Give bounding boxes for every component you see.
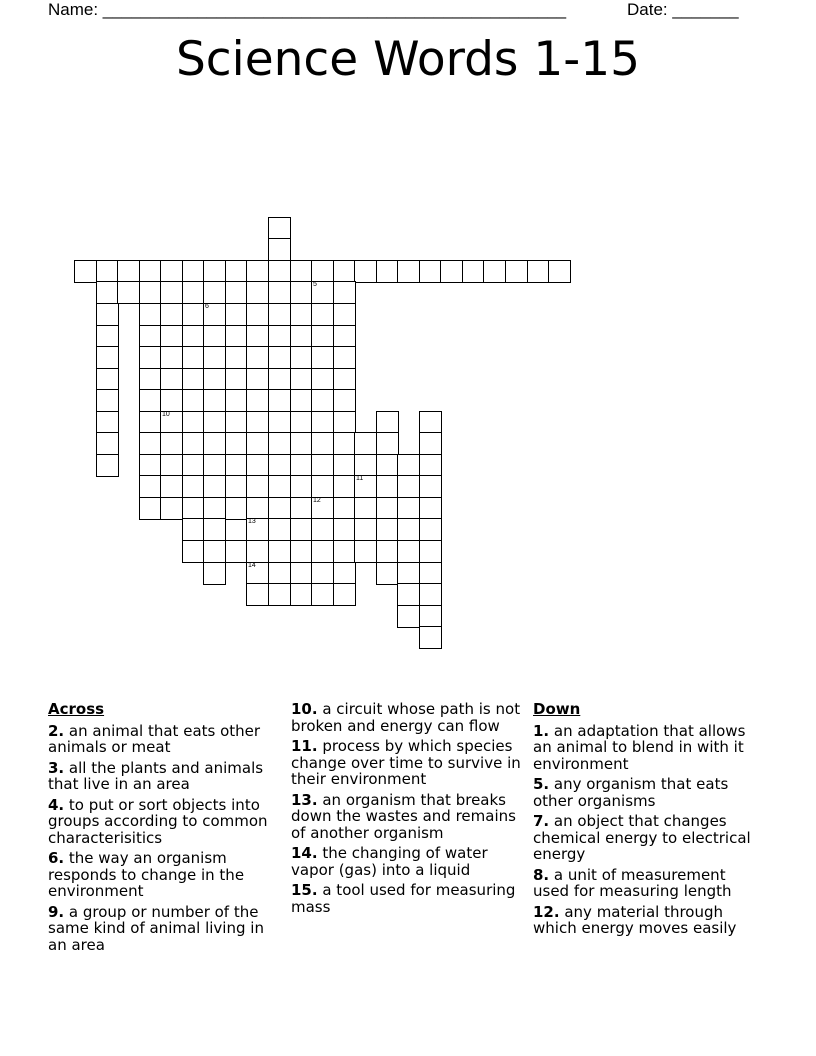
- crossword-cell[interactable]: [397, 475, 420, 498]
- crossword-cell[interactable]: [333, 325, 356, 348]
- crossword-cell[interactable]: [203, 540, 226, 563]
- clue-number: 14.: [291, 844, 318, 862]
- crossword-cell[interactable]: [354, 432, 377, 455]
- crossword-cell[interactable]: [419, 497, 442, 520]
- crossword-cell[interactable]: [182, 346, 205, 369]
- crossword-cell[interactable]: [268, 368, 291, 391]
- crossword-cell[interactable]: [397, 562, 420, 585]
- clue-across-6: [48, 850, 286, 900]
- crossword-cell[interactable]: [225, 475, 248, 498]
- crossword-cell[interactable]: [419, 454, 442, 477]
- crossword-cell[interactable]: [290, 583, 313, 606]
- crossword-cell[interactable]: [225, 260, 248, 283]
- crossword-cell[interactable]: [290, 432, 313, 455]
- crossword-cell[interactable]: [354, 497, 377, 520]
- crossword-cell[interactable]: [440, 260, 463, 283]
- crossword-cell[interactable]: [505, 260, 528, 283]
- crossword-cell[interactable]: [182, 411, 205, 434]
- clue-text: an adaptation that allows an animal to blend in with it environment: [533, 721, 746, 773]
- crossword-cell[interactable]: [268, 454, 291, 477]
- cell-number: 14: [248, 562, 256, 569]
- clue-number: 5.: [533, 775, 550, 793]
- crossword-cell[interactable]: [225, 281, 248, 304]
- crossword-cell[interactable]: [376, 260, 399, 283]
- crossword-cell[interactable]: [376, 497, 399, 520]
- crossword-cell[interactable]: [225, 303, 248, 326]
- crossword-cell[interactable]: [96, 368, 119, 391]
- cell-number: 6: [205, 303, 209, 310]
- crossword-cell[interactable]: [203, 346, 226, 369]
- crossword-cell[interactable]: [246, 454, 269, 477]
- crossword-cell[interactable]: [419, 562, 442, 585]
- cell-number: 12: [313, 497, 321, 504]
- crossword-cell[interactable]: [203, 389, 226, 412]
- clue-across-10: [291, 701, 526, 734]
- crossword-cell[interactable]: [225, 346, 248, 369]
- clue-text: all the plants and animals that live in an area: [48, 758, 264, 793]
- crossword-cell[interactable]: [139, 497, 162, 520]
- crossword-cell[interactable]: [182, 389, 205, 412]
- clue-text: any organism that eats other organisms: [533, 775, 729, 810]
- crossword-cell[interactable]: [376, 454, 399, 477]
- crossword-cell[interactable]: [96, 303, 119, 326]
- clue-text: an animal that eats other animals or meat: [48, 721, 261, 756]
- crossword-cell[interactable]: [225, 454, 248, 477]
- crossword-cell[interactable]: [74, 260, 97, 283]
- clue-down-7: [533, 813, 765, 863]
- crossword-cell[interactable]: [311, 303, 334, 326]
- crossword-cell[interactable]: [182, 303, 205, 326]
- clue-down-1: [533, 723, 765, 773]
- crossword-cell[interactable]: [160, 325, 183, 348]
- crossword-cell[interactable]: [311, 583, 334, 606]
- crossword-cell[interactable]: [333, 411, 356, 434]
- crossword-cell[interactable]: [225, 432, 248, 455]
- crossword-cell[interactable]: [333, 346, 356, 369]
- crossword-cell[interactable]: [333, 562, 356, 585]
- crossword-cell[interactable]: [268, 303, 291, 326]
- clue-text: process by which species change over time to survive in their environment: [291, 737, 521, 788]
- clue-down-5: [533, 776, 765, 809]
- across-clues-column: [48, 701, 286, 957]
- clue-down-8: [533, 867, 765, 900]
- crossword-cell[interactable]: [290, 281, 313, 304]
- crossword-cell[interactable]: [376, 432, 399, 455]
- crossword-cell[interactable]: [203, 260, 226, 283]
- crossword-cell[interactable]: [397, 518, 420, 541]
- crossword-cell[interactable]: [268, 540, 291, 563]
- crossword-cell[interactable]: [139, 432, 162, 455]
- clue-number: 4.: [48, 795, 65, 814]
- crossword-cell[interactable]: [160, 432, 183, 455]
- crossword-cell[interactable]: [160, 303, 183, 326]
- crossword-cell[interactable]: [160, 454, 183, 477]
- crossword-cell[interactable]: [311, 540, 334, 563]
- crossword-cell[interactable]: [333, 303, 356, 326]
- crossword-cell[interactable]: [311, 368, 334, 391]
- crossword-cell[interactable]: [376, 518, 399, 541]
- crossword-cell[interactable]: [333, 475, 356, 498]
- crossword-cell[interactable]: [311, 411, 334, 434]
- crossword-cell[interactable]: [419, 260, 442, 283]
- crossword-cell[interactable]: [397, 583, 420, 606]
- crossword-cell[interactable]: [160, 389, 183, 412]
- crossword-cell[interactable]: [160, 475, 183, 498]
- crossword-cell[interactable]: [268, 325, 291, 348]
- clue-number: 8.: [533, 865, 550, 884]
- clue-number: 13.: [291, 790, 318, 809]
- crossword-cell[interactable]: [203, 475, 226, 498]
- date-field-label[interactable]: Date: _______: [627, 0, 739, 19]
- crossword-cell[interactable]: [182, 368, 205, 391]
- crossword-cell[interactable]: [527, 260, 550, 283]
- crossword-cell[interactable]: [419, 583, 442, 606]
- crossword-cell[interactable]: [483, 260, 506, 283]
- crossword-cell[interactable]: [290, 303, 313, 326]
- clue-number: 11.: [291, 737, 318, 755]
- crossword-cell[interactable]: [160, 281, 183, 304]
- crossword-cell[interactable]: [333, 281, 356, 304]
- crossword-cell[interactable]: [268, 432, 291, 455]
- clue-across-14: [291, 845, 526, 878]
- crossword-cell[interactable]: [376, 475, 399, 498]
- crossword-cell[interactable]: [182, 454, 205, 477]
- crossword-cell[interactable]: [160, 368, 183, 391]
- crossword-cell[interactable]: [290, 540, 313, 563]
- clue-text: the changing of water vapor (gas) into a liquid: [291, 844, 488, 879]
- crossword-cell[interactable]: [290, 325, 313, 348]
- crossword-cell[interactable]: [160, 346, 183, 369]
- clue-across-4: [48, 797, 286, 847]
- page-title: Science Words 1-15: [175, 32, 641, 87]
- clue-text: an organism that breaks down the wastes and remains of another organism: [291, 790, 516, 842]
- crossword-cell[interactable]: [160, 497, 183, 520]
- crossword-cell[interactable]: [397, 260, 420, 283]
- crossword-cell[interactable]: [290, 389, 313, 412]
- crossword-cell[interactable]: [182, 540, 205, 563]
- clue-text: a unit of measurement used for measuring length: [533, 865, 732, 900]
- clue-number: 2.: [48, 721, 65, 740]
- crossword-cell[interactable]: [354, 260, 377, 283]
- crossword-cell[interactable]: [203, 368, 226, 391]
- crossword-cell[interactable]: [203, 303, 226, 326]
- crossword-cell[interactable]: [182, 475, 205, 498]
- crossword-cell[interactable]: [246, 411, 269, 434]
- clue-number: 10.: [291, 700, 318, 718]
- clue-across-3: [48, 760, 286, 793]
- crossword-cell[interactable]: [268, 518, 291, 541]
- crossword-cell[interactable]: [397, 540, 420, 563]
- crossword-cell[interactable]: [268, 346, 291, 369]
- crossword-cell[interactable]: [203, 518, 226, 541]
- clue-number: 7.: [533, 812, 550, 830]
- crossword-cell[interactable]: [268, 238, 291, 261]
- crossword-cell[interactable]: [203, 497, 226, 520]
- crossword-cell[interactable]: [333, 389, 356, 412]
- crossword-cell[interactable]: [182, 260, 205, 283]
- crossword-cell[interactable]: [354, 475, 377, 498]
- crossword-cell[interactable]: [333, 583, 356, 606]
- crossword-cell[interactable]: [96, 346, 119, 369]
- crossword-cell[interactable]: [117, 260, 140, 283]
- clue-text: the way an organism responds to change in the environment: [48, 849, 245, 900]
- crossword-cell[interactable]: [311, 562, 334, 585]
- crossword-cell[interactable]: [246, 260, 269, 283]
- crossword-cell[interactable]: [311, 389, 334, 412]
- crossword-cell[interactable]: [139, 454, 162, 477]
- crossword-cell[interactable]: [96, 281, 119, 304]
- crossword-cell[interactable]: [246, 389, 269, 412]
- crossword-cell[interactable]: [290, 518, 313, 541]
- crossword-cell[interactable]: [419, 411, 442, 434]
- crossword-cell[interactable]: [139, 368, 162, 391]
- crossword-cell[interactable]: [139, 411, 162, 434]
- crossword-cell[interactable]: [290, 411, 313, 434]
- clue-across-13: [291, 792, 526, 842]
- crossword-cell[interactable]: [246, 368, 269, 391]
- down-heading: Down: [533, 700, 581, 718]
- crossword-cell[interactable]: [290, 497, 313, 520]
- crossword-cell[interactable]: [354, 518, 377, 541]
- crossword-cell[interactable]: [333, 454, 356, 477]
- crossword-cell[interactable]: [246, 583, 269, 606]
- crossword-cell[interactable]: [96, 432, 119, 455]
- across-clues-continued-column: [291, 701, 526, 919]
- crossword-cell[interactable]: [139, 303, 162, 326]
- crossword-cell[interactable]: [397, 454, 420, 477]
- cell-number: 11: [356, 475, 364, 482]
- crossword-cell[interactable]: [246, 497, 269, 520]
- crossword-cell[interactable]: [268, 497, 291, 520]
- crossword-cell[interactable]: [268, 562, 291, 585]
- crossword-cell[interactable]: [203, 562, 226, 585]
- crossword-cell[interactable]: [268, 217, 291, 240]
- clue-text: an object that changes chemical energy to electrical energy: [533, 812, 751, 863]
- crossword-cell[interactable]: [225, 411, 248, 434]
- crossword-cell[interactable]: [96, 454, 119, 477]
- crossword-cell[interactable]: [333, 260, 356, 283]
- crossword-cell[interactable]: [246, 281, 269, 304]
- clue-across-2: [48, 723, 286, 756]
- crossword-cell[interactable]: [376, 411, 399, 434]
- crossword-cell[interactable]: [225, 325, 248, 348]
- crossword-cell[interactable]: [268, 411, 291, 434]
- crossword-cell[interactable]: [462, 260, 485, 283]
- crossword-cell[interactable]: [182, 497, 205, 520]
- crossword-cell[interactable]: [96, 411, 119, 434]
- crossword-cell[interactable]: [333, 497, 356, 520]
- crossword-cell[interactable]: [225, 368, 248, 391]
- clue-number: 9.: [48, 902, 65, 921]
- clue-number: 1.: [533, 721, 550, 740]
- crossword-cell[interactable]: [246, 540, 269, 563]
- crossword-cell[interactable]: [139, 325, 162, 348]
- crossword-cell[interactable]: [96, 260, 119, 283]
- crossword-cell[interactable]: [268, 475, 291, 498]
- crossword-cell[interactable]: [419, 626, 442, 649]
- crossword-cell[interactable]: [268, 260, 291, 283]
- clue-number: 3.: [48, 758, 65, 777]
- crossword-cell[interactable]: [182, 281, 205, 304]
- crossword-cell[interactable]: [311, 497, 334, 520]
- crossword-cell[interactable]: [311, 325, 334, 348]
- crossword-cell[interactable]: [182, 518, 205, 541]
- crossword-cell[interactable]: [246, 325, 269, 348]
- crossword-cell[interactable]: [139, 260, 162, 283]
- clue-across-11: [291, 738, 526, 788]
- crossword-cell[interactable]: [397, 497, 420, 520]
- clue-text: any material through which energy moves easily: [533, 902, 737, 937]
- crossword-cell[interactable]: [139, 346, 162, 369]
- crossword-cell[interactable]: [203, 281, 226, 304]
- crossword-cell[interactable]: [290, 475, 313, 498]
- crossword-cell[interactable]: [225, 540, 248, 563]
- crossword-cell[interactable]: [203, 411, 226, 434]
- crossword-cell[interactable]: [311, 475, 334, 498]
- clue-number: 12.: [533, 902, 560, 921]
- crossword-cell[interactable]: [548, 260, 571, 283]
- clue-across-15: [291, 882, 526, 915]
- across-heading: Across: [48, 700, 105, 718]
- crossword-cell[interactable]: [311, 346, 334, 369]
- crossword-cell[interactable]: [311, 281, 334, 304]
- name-field-label[interactable]: Name: _________________________________________________: [48, 0, 567, 19]
- crossword-cell[interactable]: [290, 454, 313, 477]
- cell-number: 10: [162, 411, 170, 418]
- clue-across-9: [48, 904, 286, 954]
- crossword-cell[interactable]: [290, 562, 313, 585]
- clue-text: a tool used for measuring mass: [291, 881, 516, 916]
- crossword-cell[interactable]: [311, 432, 334, 455]
- crossword-cell[interactable]: [333, 432, 356, 455]
- crossword-cell[interactable]: [354, 454, 377, 477]
- clue-number: 6.: [48, 849, 65, 867]
- crossword-cell[interactable]: [246, 303, 269, 326]
- crossword-cell[interactable]: [376, 540, 399, 563]
- cell-number: 5: [313, 281, 317, 288]
- crossword-cell[interactable]: [139, 281, 162, 304]
- crossword-cell[interactable]: [139, 389, 162, 412]
- clue-text: to put or sort objects into groups according to common characterisitics: [48, 795, 268, 847]
- crossword-cell[interactable]: [419, 518, 442, 541]
- crossword-cell[interactable]: [354, 540, 377, 563]
- crossword-cell[interactable]: [311, 518, 334, 541]
- crossword-cell[interactable]: [290, 368, 313, 391]
- crossword-cell[interactable]: [376, 562, 399, 585]
- crossword-cell[interactable]: [117, 281, 140, 304]
- crossword-cell[interactable]: [96, 389, 119, 412]
- crossword-cell[interactable]: [182, 325, 205, 348]
- crossword-cell[interactable]: [333, 518, 356, 541]
- crossword-cell[interactable]: [311, 454, 334, 477]
- down-clues-column: [533, 701, 765, 941]
- crossword-cell[interactable]: [225, 389, 248, 412]
- crossword-cell[interactable]: [290, 346, 313, 369]
- clue-down-12: [533, 904, 765, 937]
- crossword-cell[interactable]: [246, 562, 269, 585]
- crossword-cell[interactable]: [268, 583, 291, 606]
- crossword-cell[interactable]: [268, 281, 291, 304]
- crossword-cell[interactable]: [268, 389, 291, 412]
- clue-text: a circuit whose path is not broken and energy can flow: [291, 700, 521, 735]
- crossword-cell[interactable]: [397, 605, 420, 628]
- crossword-cell[interactable]: [419, 432, 442, 455]
- crossword-cell[interactable]: [246, 475, 269, 498]
- crossword-cell[interactable]: [246, 346, 269, 369]
- crossword-cell[interactable]: [160, 260, 183, 283]
- crossword-cell[interactable]: [203, 454, 226, 477]
- crossword-cell[interactable]: [311, 260, 334, 283]
- crossword-cell[interactable]: [160, 411, 183, 434]
- crossword-cell[interactable]: [419, 540, 442, 563]
- crossword-cell[interactable]: [419, 475, 442, 498]
- crossword-cell[interactable]: [225, 497, 248, 520]
- crossword-cell[interactable]: [419, 605, 442, 628]
- crossword-cell[interactable]: [139, 475, 162, 498]
- crossword-cell[interactable]: [246, 518, 269, 541]
- crossword-cell[interactable]: [182, 432, 205, 455]
- crossword-cell[interactable]: [333, 540, 356, 563]
- crossword-cell[interactable]: [203, 432, 226, 455]
- cell-number: 13: [248, 518, 256, 525]
- clue-text: a group or number of the same kind of animal living in an area: [48, 902, 264, 954]
- crossword-cell[interactable]: [246, 432, 269, 455]
- crossword-cell[interactable]: [203, 325, 226, 348]
- crossword-cell[interactable]: [333, 368, 356, 391]
- clue-number: 15.: [291, 881, 318, 899]
- crossword-cell[interactable]: [96, 325, 119, 348]
- crossword-cell[interactable]: [290, 260, 313, 283]
